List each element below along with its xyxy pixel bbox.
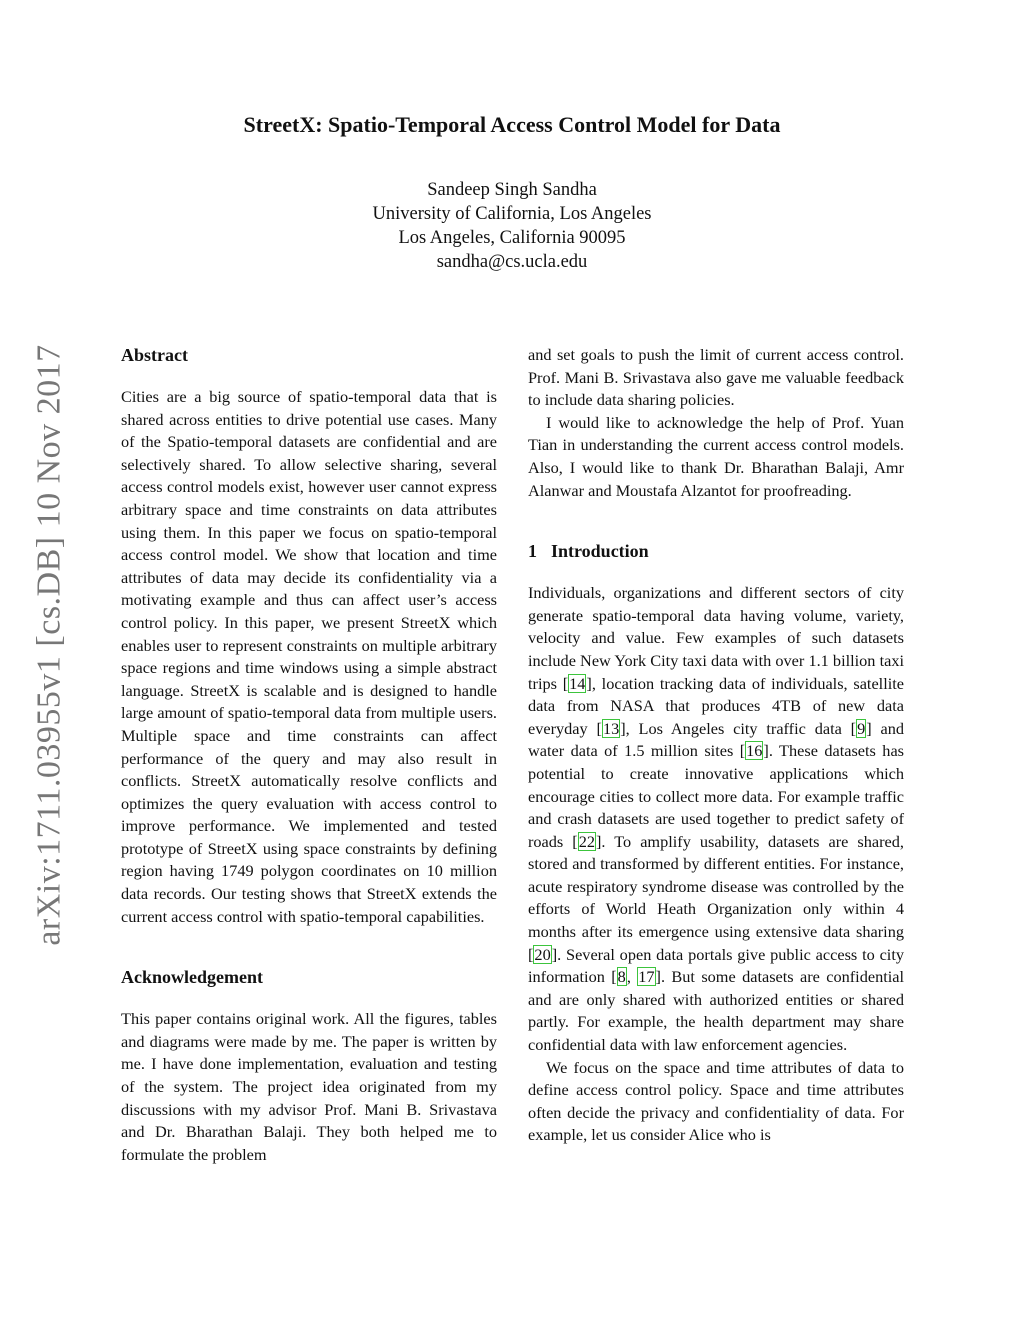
section-title: Introduction: [551, 541, 649, 562]
intro-text-segment: ]. Several open data portals give public access to city information [: [528, 944, 904, 987]
intro-text-segment: Individuals, organizations and different sectors of city generate spatio-temporal data having volume, variety, velocity and value. Few examples of such datasets include New York City taxi data with over 1.1 billion taxi trips [: [528, 583, 904, 693]
citation-link-22[interactable]: 22: [578, 831, 595, 851]
citation-link-13[interactable]: 13: [602, 718, 620, 738]
intro-text-segment: ], location tracking data of individuals, satellite data from NASA that produces 4TB of new data everyday [: [528, 673, 905, 738]
right-column: [528, 344, 904, 1147]
introduction-paragraph-2: We focus on the space and time attributes of data to define access control policy. Space and time attributes often decide the privacy and confidentiality of data. For example, let us consider Alice who is: [528, 1057, 904, 1145]
intro-text-segment: ]. To amplify usability, datasets are shared, stored and transformed by different entities. For instance, acute respiratory syndrome disease was controlled by the efforts of World Heath Organization only within 4 months after its emergence using extensive data sharing [: [528, 831, 904, 964]
citation-link-17[interactable]: 17: [638, 967, 655, 987]
paper-title: StreetX: Spatio-Temporal Access Control Model for Data: [243, 112, 781, 137]
author-affiliation: University of California, Los Angeles: [372, 204, 652, 224]
citation-link-20[interactable]: 20: [534, 944, 551, 964]
arxiv-identifier-text: arXiv:1711.03955v1 [cs.DB] 10 Nov 2017: [31, 344, 69, 946]
author-name: Sandeep Singh Sandha: [427, 180, 597, 200]
intro-text-segment: ]. These datasets has potential to create innovative applications which encourage cities to collect more data. For example traffic and crash datasets are used together to predict safety of roads [: [528, 741, 905, 851]
section-number: 1: [528, 541, 537, 562]
intro-text-segment: ]. But some datasets are confidential and are only shared with authorized entities or shared partly. For example, the health department may share confidential data with law enforcement agencies.: [528, 967, 905, 1055]
author-block: [0, 178, 1024, 274]
introduction-heading: [528, 540, 904, 562]
intro-text-segment: ] and water data of 1.5 million sites [: [528, 718, 905, 761]
abstract-heading: Abstract: [121, 345, 188, 365]
author-email: sandha@cs.ucla.edu: [436, 252, 588, 272]
author-address: Los Angeles, California 90095: [398, 228, 626, 248]
introduction-paragraph-1: [528, 582, 904, 1056]
acknowledgement-heading: Acknowledgement: [121, 967, 263, 988]
abstract-text: Cities are a big source of spatio-temporal data that is shared across entities to drive potential use cases. Many of the Spatio-temporal datasets are confidential and are selectively shared. To allow selective sharing, several access control models exist, however user cannot express arbitrary space and time constraints on data attributes using them. In this paper we focus on spatio-temporal access control model. We show that location and time attributes of data may decide its confidentiality via a motivating example and thus can affect user’s access control policy. In this paper, we present StreetX which enables user to represent constraints on multiple arbitrary space regions and time windows using a simple abstract language. StreetX is scalable and is designed to handle large amount of spatio-temporal data from multiple users. Multiple space and time constraints can affect performance of the query and may also result in conflicts. StreetX automatically resolve conflicts and optimizes the query evaluation with access control to improve performance. We implemented and tested prototype of StreetX using space constraints by defining region having 1749 polygon coordinates on 10 million data records. Our testing shows that StreetX extends the current access control with spatio-temporal capabilities.: [121, 387, 497, 926]
citation-link-9[interactable]: 9: [857, 718, 866, 738]
acknowledgement-second-paragraph: I would like to acknowledge the help of Prof. Yuan Tian in understanding the current access control models. Also, I would like to thank Dr. Bharathan Balaji, Amr Alanwar and Moustafa Alzantot for proofreading.: [528, 412, 904, 500]
citation-link-8[interactable]: 8: [617, 967, 626, 987]
citation-link-16[interactable]: 16: [746, 741, 763, 761]
left-column: [121, 344, 497, 1166]
intro-text-segment: ,: [626, 967, 638, 987]
citation-link-14[interactable]: 14: [569, 673, 586, 693]
acknowledgement-continued: and set goals to push the limit of current access control. Prof. Mani B. Srivastava also gave me valuable feedback to include data sharing policies.: [528, 345, 904, 410]
arxiv-identifier-stamp: [20, 344, 80, 946]
intro-text-segment: ], Los Angeles city traffic data [: [620, 718, 857, 738]
acknowledgement-text: This paper contains original work. All the figures, tables and diagrams were made by me. The paper is written by me. I have done implementation, evaluation and testing of the system. The project idea originated from my discussions with my advisor Prof. Mani B. Srivastava and Dr. Bharathan Balaji. They both helped me to formulate the problem: [121, 1009, 497, 1164]
